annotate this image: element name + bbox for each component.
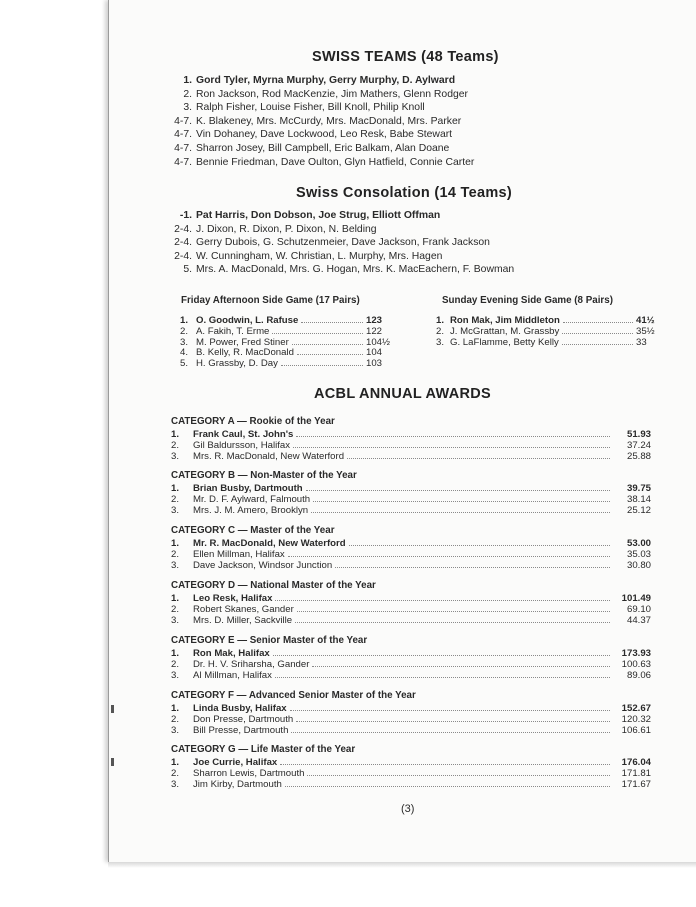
- award-name: Dr. H. V. Sriharsha, Gander: [193, 659, 310, 670]
- award-rank: 1.: [171, 483, 180, 494]
- team-rank: 2-4.: [174, 223, 192, 235]
- pair-names: B. Kelly, R. MacDonald: [196, 347, 294, 359]
- award-name: Joe Currie, Halifax: [193, 757, 278, 768]
- category-heading: CATEGORY B — Non-Master of the Year: [171, 470, 357, 481]
- team-names: Vin Dohaney, Dave Lockwood, Leo Resk, Babe Stewart: [196, 129, 453, 141]
- award-score: 106.61: [621, 725, 651, 736]
- pair-row: [180, 325, 398, 337]
- award-row: [171, 548, 651, 560]
- award-score: 152.67: [621, 703, 651, 714]
- team-rank: 4-7.: [174, 129, 192, 141]
- dot-leader: [301, 314, 363, 323]
- award-name: Al Millman, Halifax: [193, 670, 272, 681]
- dot-leader: [307, 767, 610, 776]
- category-heading: CATEGORY F — Advanced Senior Master of the Year: [171, 690, 416, 701]
- award-row: [171, 450, 651, 462]
- dot-leader: [293, 439, 610, 448]
- dot-leader: [280, 756, 610, 765]
- friday-side-game-title: Friday Afternoon Side Game (17 Pairs): [181, 295, 360, 306]
- award-rank: 2.: [171, 714, 180, 725]
- pair-rank: 3.: [436, 336, 445, 348]
- award-score: 53.00: [626, 538, 651, 549]
- award-rank: 3.: [171, 779, 180, 790]
- category-heading: CATEGORY D — National Master of the Year: [171, 580, 376, 591]
- swiss-teams-title: SWISS TEAMS (48 Teams): [312, 49, 499, 65]
- dot-leader: [313, 493, 610, 502]
- award-score: 171.67: [621, 779, 651, 790]
- award-name: Jim Kirby, Dartmouth: [193, 779, 282, 790]
- award-name: Mrs. R. MacDonald, New Waterford: [193, 451, 345, 462]
- award-rank: 3.: [171, 560, 180, 571]
- award-row: [171, 603, 651, 615]
- award-name: Mrs. J. M. Amero, Brooklyn: [193, 505, 309, 516]
- pair-names: H. Grassby, D. Day: [196, 358, 278, 370]
- dot-leader: [290, 702, 610, 711]
- sunday-side-game-title: Sunday Evening Side Game (8 Pairs): [442, 295, 613, 306]
- dot-leader: [311, 504, 610, 513]
- award-score: 51.93: [626, 429, 651, 440]
- dot-leader: [272, 325, 363, 334]
- pair-row: [436, 325, 668, 337]
- award-score: 30.80: [626, 560, 651, 571]
- pair-score: 104: [366, 347, 383, 359]
- swiss-consolation-title: Swiss Consolation (14 Teams): [296, 185, 513, 201]
- award-row: [171, 559, 651, 571]
- award-rank: 2.: [171, 494, 180, 505]
- award-row: [171, 756, 651, 768]
- award-rank: 3.: [171, 505, 180, 516]
- award-row: [171, 428, 651, 440]
- award-row: [171, 493, 651, 505]
- award-score: 39.75: [626, 483, 651, 494]
- award-score: 37.24: [626, 440, 651, 451]
- pair-score: 104½: [366, 336, 391, 348]
- pair-rank: 4.: [180, 347, 189, 359]
- dot-leader: [297, 603, 610, 612]
- award-name: Robert Skanes, Gander: [193, 604, 294, 615]
- pair-names: J. McGrattan, M. Grassby: [450, 325, 560, 337]
- award-name: Mr. R. MacDonald, New Waterford: [193, 538, 346, 549]
- pair-rank: 2.: [436, 325, 445, 337]
- pair-rank: 3.: [180, 336, 189, 348]
- award-name: Mr. D. F. Aylward, Falmouth: [193, 494, 311, 505]
- pair-names: O. Goodwin, L. Rafuse: [196, 315, 299, 326]
- award-score: 38.14: [626, 494, 651, 505]
- category-heading: CATEGORY E — Senior Master of the Year: [171, 635, 368, 646]
- pair-names: M. Power, Fred Stiner: [196, 336, 289, 348]
- team-names: Gord Tyler, Myrna Murphy, Gerry Murphy, D. Aylward: [196, 75, 456, 86]
- award-score: 25.88: [626, 451, 651, 462]
- team-rank: 1.: [183, 75, 192, 86]
- award-score: 35.03: [626, 549, 651, 560]
- pair-row: [180, 357, 398, 369]
- award-row: [171, 439, 651, 451]
- award-score: 89.06: [626, 670, 651, 681]
- award-row: [171, 482, 651, 494]
- dot-leader: [562, 336, 633, 345]
- team-names: Sharron Josey, Bill Campbell, Eric Balkam, Alan Doane: [196, 143, 450, 154]
- award-score: 176.04: [621, 757, 651, 768]
- category-heading: CATEGORY G — Life Master of the Year: [171, 744, 356, 755]
- award-name: Ellen Millman, Halifax: [193, 549, 285, 560]
- award-rank: 3.: [171, 615, 180, 626]
- pair-rank: 1.: [436, 315, 445, 326]
- award-row: [171, 702, 651, 714]
- award-name: Gil Baldursson, Halifax: [193, 440, 291, 451]
- award-row: [171, 592, 651, 604]
- dot-leader: [335, 559, 610, 568]
- award-name: Bill Presse, Dartmouth: [193, 725, 289, 736]
- dot-leader: [562, 325, 633, 334]
- dot-leader: [281, 357, 363, 366]
- award-row: [171, 504, 651, 516]
- award-rank: 1.: [171, 429, 180, 440]
- acbl-awards-title: ACBL ANNUAL AWARDS: [314, 386, 491, 402]
- pair-row: [436, 314, 668, 326]
- award-rank: 2.: [171, 440, 180, 451]
- award-row: [171, 767, 651, 779]
- pair-names: Ron Mak, Jim Middleton: [450, 315, 560, 326]
- team-names: Mrs. A. MacDonald, Mrs. G. Hogan, Mrs. K. MacEachern, F. Bowman: [196, 264, 515, 276]
- team-names: Ralph Fisher, Louise Fisher, Bill Knoll, Philip Knoll: [196, 102, 425, 114]
- award-rank: 1.: [171, 538, 180, 549]
- award-name: Dave Jackson, Windsor Junction: [193, 560, 333, 571]
- award-row: [171, 614, 651, 626]
- dot-leader: [312, 658, 610, 667]
- page-shadow: [108, 862, 696, 868]
- dot-leader: [291, 724, 610, 733]
- award-rank: 2.: [171, 659, 180, 670]
- category-heading: CATEGORY A — Rookie of the Year: [171, 416, 335, 427]
- team-rank: 4-7.: [174, 156, 192, 168]
- pair-row: [180, 314, 398, 326]
- dot-leader: [306, 482, 610, 491]
- dot-leader: [295, 614, 610, 623]
- award-name: Leo Resk, Halifax: [193, 593, 273, 604]
- pair-row: [436, 336, 668, 348]
- binding-mark: [111, 758, 114, 766]
- dot-leader: [296, 713, 610, 722]
- pair-score: 103: [366, 358, 383, 370]
- dot-leader: [273, 647, 610, 656]
- award-rank: 1.: [171, 593, 180, 604]
- award-row: [171, 658, 651, 670]
- award-rank: 1.: [171, 757, 180, 768]
- team-names: W. Cunningham, W. Christian, L. Murphy, Mrs. Hagen: [196, 250, 443, 262]
- page-number: (3): [401, 803, 415, 815]
- pair-score: 122: [366, 325, 383, 337]
- team-names: Gerry Dubois, G. Schutzenmeier, Dave Jackson, Frank Jackson: [196, 237, 490, 249]
- award-row: [171, 713, 651, 725]
- award-name: Brian Busby, Dartmouth: [193, 483, 303, 494]
- award-rank: 2.: [171, 768, 180, 779]
- award-score: 101.49: [621, 593, 651, 604]
- dot-leader: [347, 450, 610, 459]
- team-names: K. Blakeney, Mrs. McCurdy, Mrs. MacDonald, Mrs. Parker: [196, 115, 462, 127]
- dot-leader: [292, 336, 363, 345]
- dot-leader: [288, 548, 610, 557]
- award-name: Sharron Lewis, Dartmouth: [193, 768, 305, 779]
- award-rank: 3.: [171, 670, 180, 681]
- award-rank: 1.: [171, 703, 180, 714]
- dot-leader: [275, 592, 610, 601]
- team-rank: 2-4.: [174, 237, 192, 249]
- award-rank: 1.: [171, 648, 180, 659]
- award-name: Linda Busby, Halifax: [193, 703, 287, 714]
- pair-score: 35½: [636, 325, 655, 337]
- award-score: 69.10: [626, 604, 651, 615]
- pair-names: A. Fakih, T. Erme: [196, 325, 270, 337]
- award-name: Frank Caul, St. John's: [193, 429, 294, 440]
- pair-rank: 1.: [180, 315, 189, 326]
- pair-score: 41½: [636, 315, 655, 326]
- award-rank: 2.: [171, 549, 180, 560]
- pair-rank: 5.: [180, 358, 189, 370]
- award-rank: 3.: [171, 451, 180, 462]
- pair-row: [180, 336, 398, 348]
- pair-row: [180, 346, 398, 358]
- team-rank: 5.: [183, 264, 192, 276]
- team-rank: 2.: [183, 88, 192, 100]
- team-names: Ron Jackson, Rod MacKenzie, Jim Mathers, Glenn Rodger: [196, 88, 469, 100]
- award-score: 173.93: [621, 648, 651, 659]
- dot-leader: [349, 537, 610, 546]
- award-score: 120.32: [621, 714, 651, 725]
- dot-leader: [285, 778, 610, 787]
- award-score: 171.81: [621, 768, 651, 779]
- award-row: [171, 669, 651, 681]
- team-names: J. Dixon, R. Dixon, P. Dixon, N. Belding: [196, 223, 377, 235]
- dot-leader: [563, 314, 633, 323]
- team-names: Bennie Friedman, Dave Oulton, Glyn Hatfield, Connie Carter: [196, 156, 475, 168]
- pair-rank: 2.: [180, 325, 189, 337]
- category-heading: CATEGORY C — Master of the Year: [171, 525, 335, 536]
- award-rank: 3.: [171, 725, 180, 736]
- pair-score: 33: [636, 336, 647, 348]
- award-row: [171, 537, 651, 549]
- pair-names: G. LaFlamme, Betty Kelly: [450, 336, 559, 348]
- award-row: [171, 778, 651, 790]
- award-name: Ron Mak, Halifax: [193, 648, 270, 659]
- award-row: [171, 647, 651, 659]
- award-name: Mrs. D. Miller, Sackville: [193, 615, 293, 626]
- award-name: Don Presse, Dartmouth: [193, 714, 294, 725]
- dot-leader: [297, 346, 363, 355]
- award-rank: 2.: [171, 604, 180, 615]
- award-row: [171, 724, 651, 736]
- team-rank: 4-7.: [174, 115, 192, 127]
- award-score: 44.37: [626, 615, 651, 626]
- team-rank: 4-7.: [174, 143, 192, 154]
- dot-leader: [296, 428, 610, 437]
- team-rank: -1.: [179, 210, 192, 221]
- binding-mark: [111, 705, 114, 713]
- dot-leader: [275, 669, 610, 678]
- pair-score: 123: [366, 315, 383, 326]
- team-names: Pat Harris, Don Dobson, Joe Strug, Elliott Offman: [196, 210, 441, 221]
- award-score: 25.12: [626, 505, 651, 516]
- team-rank: 3.: [183, 102, 192, 114]
- award-score: 100.63: [621, 659, 651, 670]
- team-rank: 2-4.: [174, 250, 192, 262]
